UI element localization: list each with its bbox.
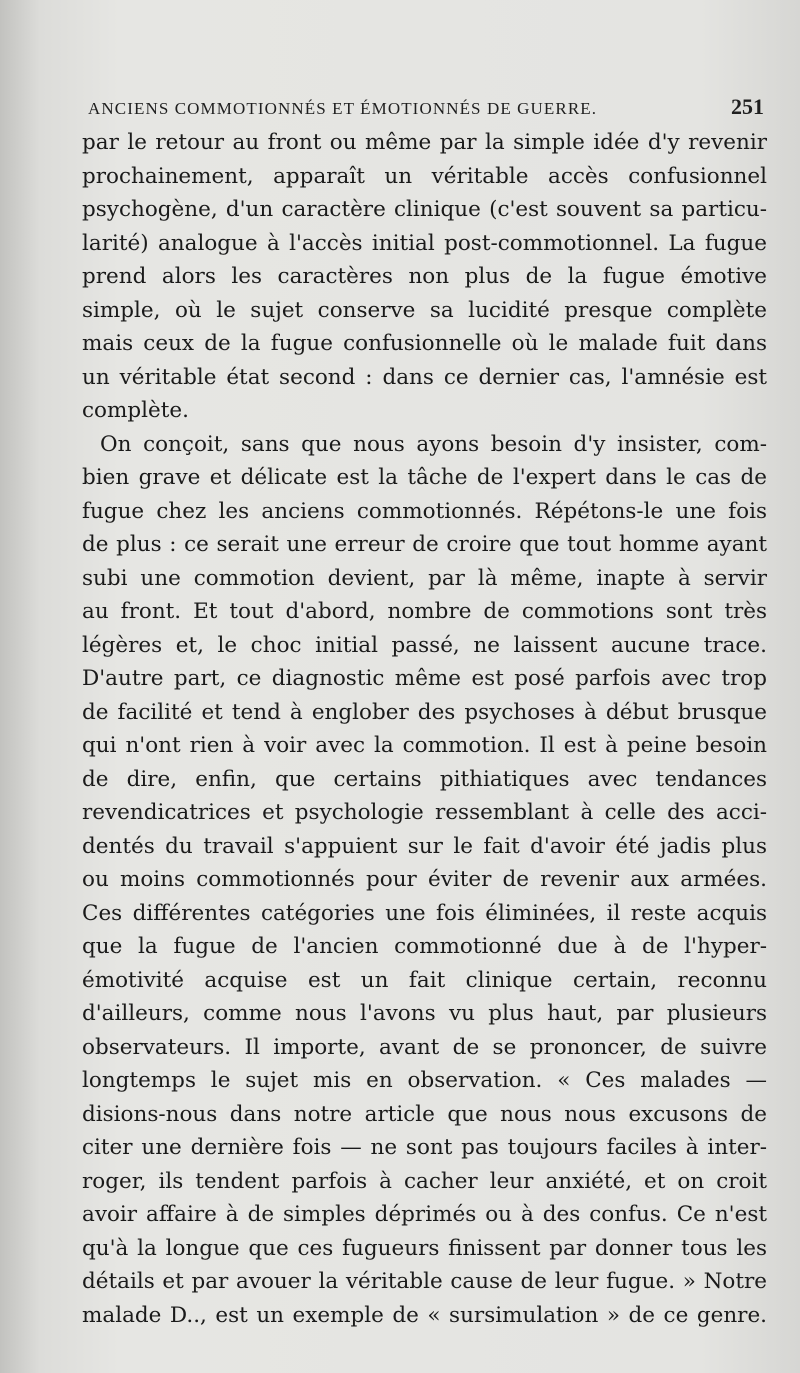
text-line: prochainement, apparaît un véritable accès confusionnel	[82, 163, 767, 189]
text-line: d'ailleurs, comme nous l'avons vu plus haut, par plusieurs	[82, 1001, 767, 1026]
running-head: ANCIENS COMMOTIONNÉS ET ÉMOTIONNÉS DE GUERRE.	[88, 99, 598, 118]
text-line: ou moins commotionnés pour éviter de revenir aux armées.	[82, 867, 767, 892]
text-line: dentés du travail s'appuient sur le fait d'avoir été jadis plus	[82, 833, 767, 859]
page-number: 251	[731, 94, 764, 119]
text-line: D'autre part, ce diagnostic même est posé parfois avec trop	[82, 666, 767, 691]
text-line: bien grave et délicate est la tâche de l'expert dans le cas de	[82, 465, 767, 490]
paragraph-end-line: complète.	[82, 398, 189, 423]
page-header	[88, 94, 764, 120]
text-line: revendicatrices et psychologie ressemblant à celle des acci-	[82, 800, 767, 825]
text-line: qu'à la longue que ces fugueurs finissent par donner tous les	[82, 1235, 767, 1261]
text-line: légères et, le choc initial passé, ne laissent aucune trace.	[82, 632, 767, 658]
body-text	[82, 126, 767, 1332]
text-line: prend alors les caractères non plus de la fugue émotive	[82, 264, 767, 289]
paragraph-start-line: On conçoit, sans que nous ayons besoin d'y insister, com-	[100, 431, 767, 457]
text-line: roger, ils tendent parfois à cacher leur anxiété, et on croit	[82, 1168, 767, 1194]
text-line: larité) analogue à l'accès initial post-commotionnel. La fugue	[82, 230, 767, 256]
text-line: mais ceux de la fugue confusionnelle où le malade fuit dans	[82, 331, 767, 356]
text-line: avoir affaire à de simples déprimés ou à des confus. Ce n'est	[82, 1202, 767, 1227]
text-line: observateurs. Il importe, avant de se prononcer, de suivre	[82, 1034, 767, 1060]
text-line: qui n'ont rien à voir avec la commotion. Il est à peine besoin	[82, 733, 767, 758]
text-line: de dire, enfin, que certains pithiatiques avec tendances	[82, 766, 767, 792]
text-line: disions-nous dans notre article que nous nous excusons de	[82, 1101, 767, 1127]
text-line: psychogène, d'un caractère clinique (c'est souvent sa particu-	[82, 197, 767, 222]
text-line: détails et par avouer la véritable cause de leur fugue. » Notre	[82, 1269, 767, 1294]
text-line: au front. Et tout d'abord, nombre de commotions sont très	[82, 599, 767, 624]
text-line: un véritable état second : dans ce dernier cas, l'amnésie est	[82, 364, 767, 390]
text-line: de plus : ce serait une erreur de croire que tout homme ayant	[82, 532, 767, 557]
text-line: simple, où le sujet conserve sa lucidité presque complète	[82, 297, 767, 323]
text-line: malade D.., est un exemple de « sursimulation » de ce genre.	[82, 1302, 767, 1328]
text-line: de facilité et tend à englober des psychoses à début brusque	[82, 699, 767, 725]
text-line: par le retour au front ou même par la simple idée d'y revenir	[82, 130, 767, 155]
text-line: citer une dernière fois — ne sont pas toujours faciles à inter-	[82, 1135, 767, 1160]
text-line: Ces différentes catégories une fois éliminées, il reste acquis	[82, 900, 767, 926]
text-line: fugue chez les anciens commotionnés. Répétons-le une fois	[82, 498, 767, 524]
text-line: subi une commotion devient, par là même, inapte à servir	[82, 565, 767, 591]
text-line: longtemps le sujet mis en observation. « Ces malades —	[82, 1068, 767, 1093]
text-line: émotivité acquise est un fait clinique certain, reconnu	[82, 967, 767, 993]
text-line: que la fugue de l'ancien commotionné due à de l'hyper-	[82, 934, 767, 959]
